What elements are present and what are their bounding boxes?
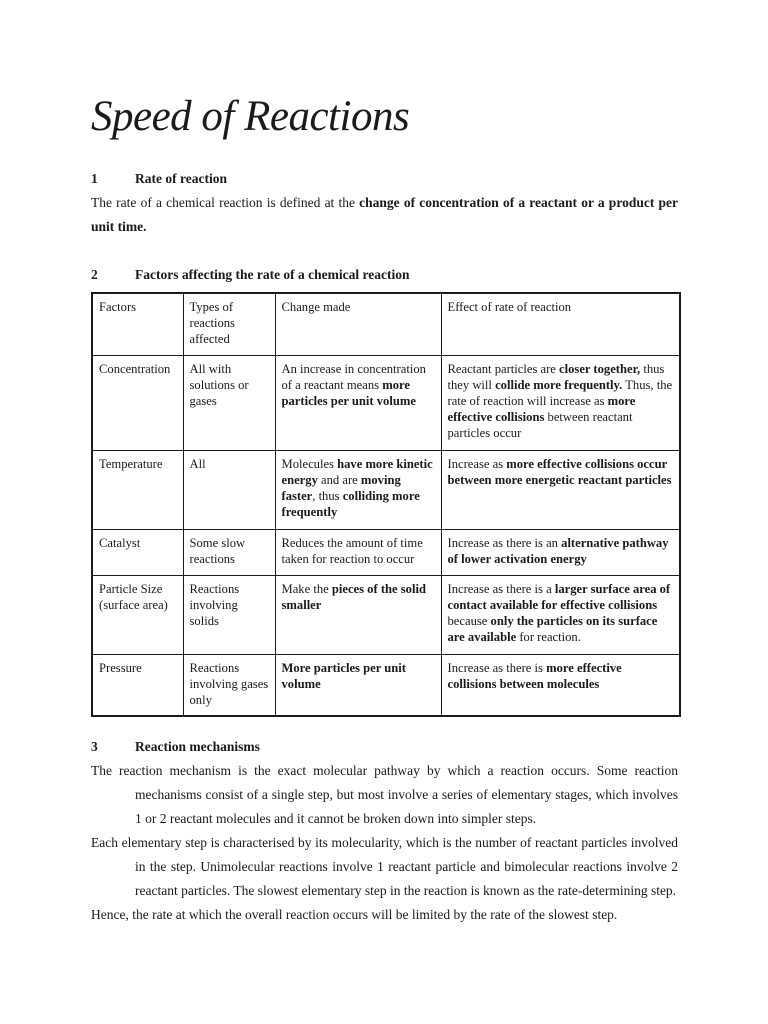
- bold-text: larger surface area of contact available for effective collisions: [447, 581, 671, 612]
- page-title: Speed of Reactions: [91, 93, 410, 140]
- table-header-cell: Factors: [92, 293, 183, 355]
- bold-text: have more kinetic energy: [281, 456, 433, 487]
- text: because: [447, 613, 491, 628]
- bold-text: More particles per unit volume: [281, 660, 406, 691]
- table-header-cell: Types of reactions affected: [183, 293, 275, 355]
- text: An increase in concentration of a reactant means: [281, 361, 426, 392]
- reaction-types-cell: All: [183, 450, 275, 529]
- bold-text: more effective collisions occur between more energetic reactant particles: [447, 456, 672, 487]
- reaction-types-cell: Some slow reactions: [183, 529, 275, 575]
- change-made-cell: [275, 450, 441, 529]
- text: Increase as there is an: [447, 535, 562, 550]
- table-row: [92, 654, 680, 716]
- text: Molecules: [281, 456, 338, 471]
- table-header-row: [92, 293, 680, 355]
- bold-text: only the particles on its surface are available: [447, 613, 658, 645]
- table-header-cell: Effect of rate of reaction: [441, 293, 680, 355]
- reaction-types-cell: All with solutions or gases: [183, 355, 275, 450]
- factor-cell: Particle Size (surface area): [92, 575, 183, 654]
- section-title: Factors affecting the rate of a chemical reaction: [135, 267, 410, 282]
- text: thus they will: [447, 361, 665, 392]
- effect-cell: [441, 450, 680, 529]
- table-row: [92, 355, 680, 450]
- table-row: [92, 575, 680, 654]
- table-row: [92, 529, 680, 575]
- section-3-paragraph: The reaction mechanism is the exact molecular pathway by which a reaction occurs. Some reaction mechanisms consist of a single step, but most involve a series of elementary stages, which involves 1 or 2 reactant molecules and it cannot be broken down into simpler steps.: [91, 763, 678, 826]
- text: Reactant particles are: [447, 361, 560, 376]
- text: between reactant particles occur: [447, 410, 633, 441]
- effect-cell: [441, 529, 680, 575]
- change-made-cell: [275, 355, 441, 450]
- reaction-types-cell: Reactions involving gases only: [183, 654, 275, 716]
- effect-cell: [441, 575, 680, 654]
- change-made-cell: [275, 529, 441, 575]
- section-3-heading: [91, 739, 260, 755]
- bold-text: more effective collisions between molecules: [447, 660, 622, 691]
- bold-text: alternative pathway of lower activation energy: [447, 535, 669, 566]
- change-made-cell: [275, 575, 441, 654]
- bold-text: more effective collisions: [447, 393, 636, 425]
- table-row: [92, 450, 680, 529]
- effect-cell: [441, 654, 680, 716]
- text: Thus, the rate of reaction will increase as: [447, 377, 673, 408]
- section-1-heading: [91, 171, 227, 187]
- section-title: Rate of reaction: [135, 171, 227, 186]
- section-number: 1: [91, 171, 98, 186]
- section-3-paragraph: Each elementary step is characterised by its molecularity, which is the number of reactant particles involved in the step. Unimolecular reactions involve 1 reactant particle and bimolecular reactions involve 2 reactant particles. The slowest elementary step in the reaction is known as the rate-determining step.: [91, 835, 678, 898]
- factor-cell: Catalyst: [92, 529, 183, 575]
- paragraph-bold-text: change of concentration of a reactant or a product per unit time.: [91, 195, 678, 234]
- bold-text: colliding more frequently: [281, 488, 420, 520]
- factor-cell: Pressure: [92, 654, 183, 716]
- bold-text: more particles per unit volume: [281, 377, 416, 408]
- bold-text: moving faster: [281, 472, 401, 503]
- bold-text: collide more frequently.: [495, 377, 623, 392]
- section-number: 2: [91, 267, 98, 282]
- reaction-types-cell: Reactions involving solids: [183, 575, 275, 654]
- text: , thus: [312, 488, 343, 503]
- factor-cell: Temperature: [92, 450, 183, 529]
- text: and are: [317, 472, 361, 487]
- text: Increase as there is: [447, 660, 547, 675]
- text: Make the: [281, 581, 332, 596]
- text: Increase as there is a: [447, 581, 555, 596]
- effect-cell: [441, 355, 680, 450]
- section-1-paragraph: [91, 191, 678, 239]
- text: Increase as: [447, 456, 507, 471]
- section-number: 3: [91, 739, 98, 754]
- factor-cell: Concentration: [92, 355, 183, 450]
- section-3-paragraph: Hence, the rate at which the overall reaction occurs will be limited by the rate of the slowest step.: [91, 907, 618, 922]
- section-2-heading: [91, 267, 410, 283]
- text: for reaction.: [516, 630, 581, 645]
- paragraph-text: The rate of a chemical reaction is defined at the: [91, 195, 360, 210]
- text: Reduces the amount of time taken for reaction to occur: [281, 535, 423, 566]
- bold-text: pieces of the solid smaller: [281, 581, 426, 612]
- table-header-cell: Change made: [275, 293, 441, 355]
- section-title: Reaction mechanisms: [135, 739, 260, 754]
- bold-text: closer together,: [559, 361, 641, 376]
- change-made-cell: [275, 654, 441, 716]
- factors-table: [91, 292, 681, 717]
